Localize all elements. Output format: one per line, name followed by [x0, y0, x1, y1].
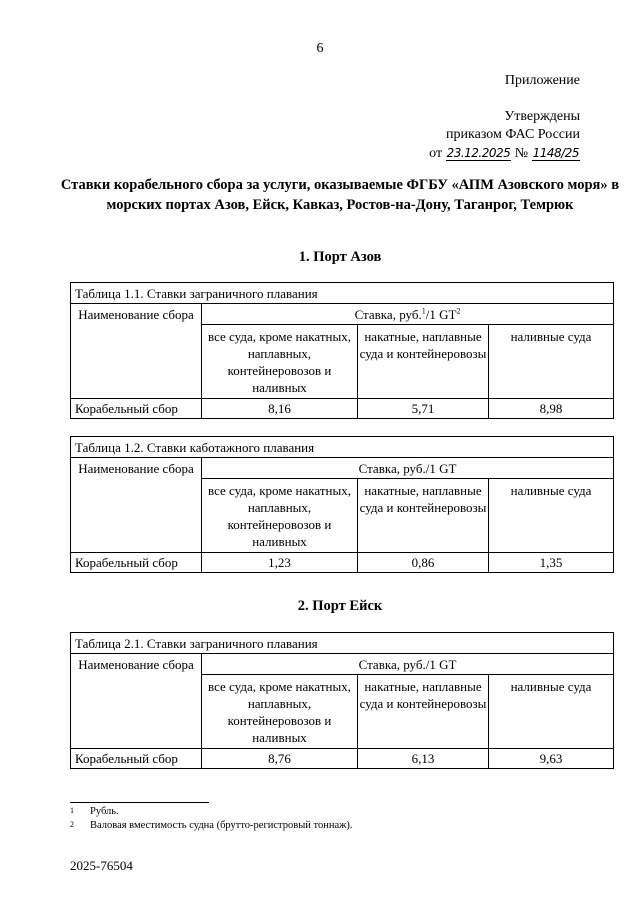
table-caption: Таблица 2.1. Ставки заграничного плавания — [71, 633, 614, 654]
rate-value: 8,98 — [489, 399, 614, 419]
rate-value: 1,23 — [202, 553, 358, 573]
footnote-number: 2 — [70, 820, 74, 829]
category-header: все суда, кроме накатных, наплавных, контейнеровозов и наливных — [202, 479, 358, 553]
footnote-text: Рубль. — [90, 806, 119, 817]
rate-column-header: Ставка, руб./1 GT — [202, 458, 614, 479]
rate-value: 8,76 — [202, 749, 358, 769]
name-column-header: Наименование сбора — [71, 654, 202, 749]
rate-value: 6,13 — [358, 749, 489, 769]
category-header: наливные суда — [489, 675, 614, 749]
order-date-number-line — [429, 144, 580, 163]
category-header: наливные суда — [489, 325, 614, 399]
category-header: накатные, наплавные суда и контейнеровозы — [358, 675, 489, 749]
footnote-text: Валовая вместимость судна (брутто-регистровый тоннаж). — [90, 820, 353, 831]
table-caption: Таблица 1.1. Ставки заграничного плавания — [71, 283, 614, 304]
table-caption: Таблица 1.2. Ставки каботажного плавания — [71, 437, 614, 458]
rate-table — [70, 436, 614, 573]
document-title: Ставки корабельного сбора за услуги, оказываемые ФГБУ «АПМ Азовского моря» в морских портах Азов, Ейск, Кавказ, Ростов-на-Дону, Таганрог, Темрюк — [60, 177, 620, 213]
rate-table — [70, 282, 614, 419]
table-row — [71, 553, 614, 573]
order-date: 23.12.2025 — [446, 146, 511, 160]
section-heading: 2. Порт Ейск — [297, 598, 383, 614]
rate-column-header: Ставка, руб./1 GT — [202, 654, 614, 675]
rate-value: 8,16 — [202, 399, 358, 419]
order-number: 1148/25 — [532, 146, 579, 160]
approved-label: Утверждены — [504, 109, 580, 124]
footnote — [70, 820, 353, 831]
footnote-number: 1 — [70, 806, 74, 815]
section-heading: 1. Порт Азов — [298, 249, 382, 265]
rate-table — [70, 632, 614, 769]
rate-value: 5,71 — [358, 399, 489, 419]
category-header: все суда, кроме накатных, наплавных, контейнеровозов и наливных — [202, 675, 358, 749]
date-prefix: от — [429, 146, 443, 161]
footnote-divider — [70, 802, 209, 803]
rate-column-header: Ставка, руб.$^1$/1 $GT^2$ — [202, 304, 614, 325]
appendix-label: Приложение — [504, 73, 580, 88]
order-by-label: приказом ФАС России — [446, 127, 580, 142]
row-label: Корабельный сбор — [71, 553, 202, 573]
category-header: все суда, кроме накатных, наплавных, контейнеровозов и наливных — [202, 325, 358, 399]
name-column-header: Наименование сбора — [71, 458, 202, 553]
rate-value: 0,86 — [358, 553, 489, 573]
table-row — [71, 399, 614, 419]
rate-value: 9,63 — [489, 749, 614, 769]
table-row — [71, 749, 614, 769]
category-header: накатные, наплавные суда и контейнеровозы — [358, 325, 489, 399]
name-column-header: Наименование сбора — [71, 304, 202, 399]
page-number: 6 — [316, 41, 324, 56]
document-number: 2025-76504 — [70, 858, 133, 873]
row-label: Корабельный сбор — [71, 749, 202, 769]
category-header: накатные, наплавные суда и контейнеровозы — [358, 479, 489, 553]
number-sign: № — [514, 146, 529, 161]
footnote — [70, 806, 119, 817]
row-label: Корабельный сбор — [71, 399, 202, 419]
rate-value: 1,35 — [489, 553, 614, 573]
category-header: наливные суда — [489, 479, 614, 553]
